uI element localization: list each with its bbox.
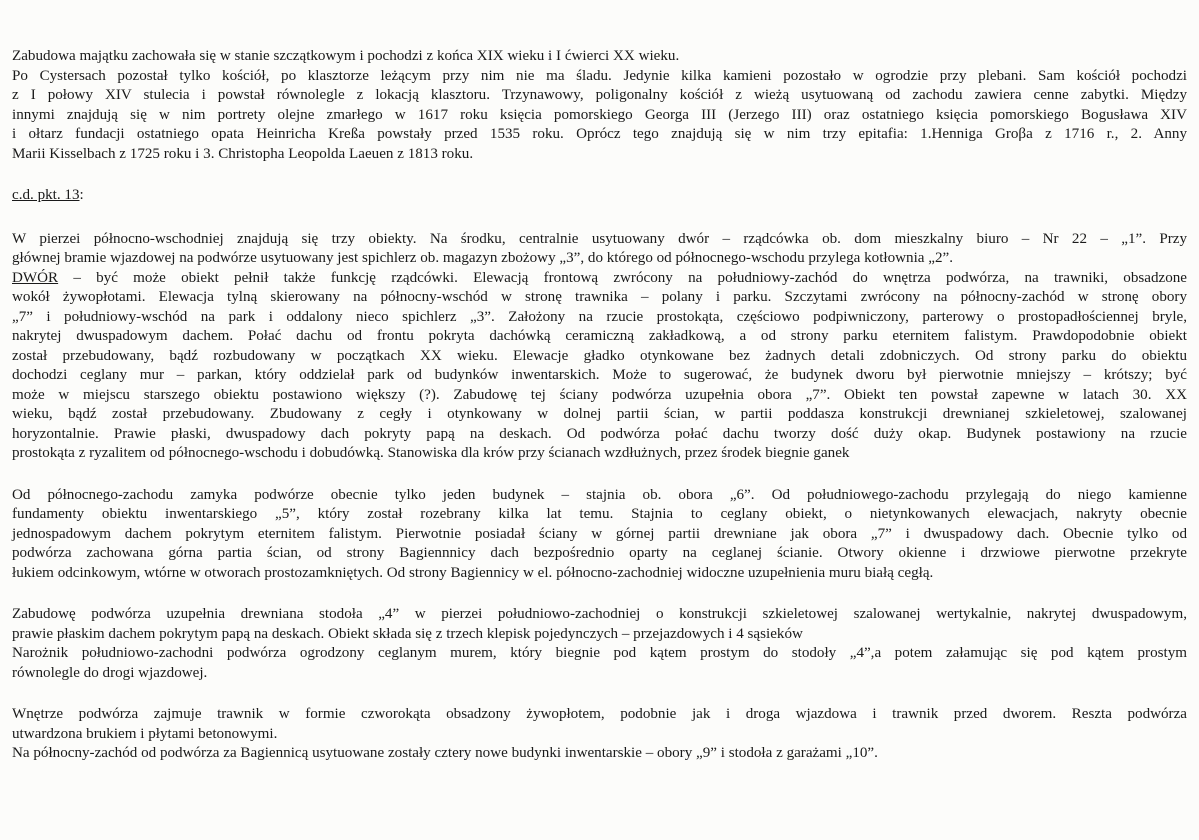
section-heading-label: c.d. pkt. 13 xyxy=(12,187,80,203)
paragraph-northeast xyxy=(12,230,1187,464)
text-line: Zabudowa majątku zachowała się w stanie szczątkowym i pochodzi z końca XIX wieku i I ćwierci XX wieku. xyxy=(12,48,680,64)
text-line: łukiem odcinkowym, wtórne w otworach prostozamkniętych. Od strony Bagiennicy w el. północno-zachodniej widoczne uzupełnienia muru białą cegłą. xyxy=(12,564,934,581)
section-heading-colon: : xyxy=(79,187,84,203)
text-line xyxy=(12,269,1187,289)
text-line: prostokąta z ryzalitem od północnego-wschodu i dobudówką. Stanowiska dla krów przy ścianach wzdłużnych, przez środek biegnie ganek xyxy=(12,445,850,461)
text-line: W pierzei północno-wschodniej znajdują się trzy obiekty. Na środku, centralnie usytuowany dwór – rządcówka ob. dom mieszkalny biuro – Nr 22 – „1”. Przy xyxy=(12,230,1187,247)
section-heading xyxy=(12,186,1187,206)
text-line: został przebudowany, bądź rozbudowany w początkach XX wieku. Elewacje gładko otynkowane bez żadnych detali zdobniczych. Od strony parku do obiektu xyxy=(12,347,1187,364)
text-line: prawie płaskim dachem pokrytym papą na deskach. Obiekt składa się z trzech klepisk pojedynczych – przejazdowych i 4 sąsieków xyxy=(12,625,803,642)
text-line: Od północnego-zachodu zamyka podwórze obecnie tylko jeden budynek – stajnia ob. obora „6”. Od południowego-zachodu przylegają do niego kamienne xyxy=(12,486,1187,503)
text-line: może w miejscu starszego obiektu postawiono większy (?). Zabudowę tej ściany podwórza uzupełnia obora „7”. Obiekt ten powstał zapewne w latach 30. XX xyxy=(12,386,1187,403)
text-line: Po Cystersach pozostał tylko kościół, po klasztorze leżącym przy nim nie ma śladu. Jedynie kilka kamieni pozostało w ogrodzie przy plebani. Sam kościół pochodzi xyxy=(12,67,1187,84)
text-line: podwórza zachowana górna partia ścian, od strony Bagiennnicy dach bezpośrednio oparty na ceglanej ścianie. Otwory okienne i drzwiowe pierwotne przekryte xyxy=(12,545,1187,561)
text-line: i ołtarz fundacji ostatniego opata Heinricha Kreßa powstały przed 1535 roku. Oprócz tego znajdują się w nim trzy epitafia: 1.Henniga Groβa z 1716 r., 2. Anny xyxy=(12,126,1187,142)
text-line: głównej bramie wjazdowej na podwórze usytuowany jest spichlerz ob. magazyn zbożowy „3”, do którego od północnego-wschodu przylega kotłownia „2”. xyxy=(12,250,953,266)
text-line: innymi znajdują się w nim portrety olejne zmarłego w 1617 roku księcia pomorskiego Georga III (Jerzego III) oraz ostatniego księcia pomorskiego Bogusława XIV xyxy=(12,106,1187,123)
dwor-text: – być może obiekt pełnił także funkcję rządcówki. Elewacją frontową zwrócony na południowy-zachód do wnętrza podwórza, na trawniki, obsadzone xyxy=(58,269,1187,286)
text-line: z I połowy XIV stulecia i powstał równolegle z lokacją klasztoru. Trzynawowy, poligonalny kościół z wieżą usytuowaną od zachodu zawiera cenne zabytki. Między xyxy=(12,87,1187,103)
text-line: jednospadowym dachem pokrytym eternitem falistym. Pierwotnie posiadał ściany w górnej partii drewniane jak obora „7” i dwuspadowy dach. Obecnie tylko od xyxy=(12,525,1187,542)
text-line: dochodzi ceglany mur – parkan, który oddzielał park od budynków inwentarskich. Może to sugerować, że budynek dworu był pierwotnie mniejszy – krótszy; być xyxy=(12,367,1187,383)
text-line: Narożnik południowo-zachodni podwórza ogrodzony ceglanym murem, który biegnie pod kątem prostym do stodoły „4”,a potem załamując się pod kątem prostym xyxy=(12,645,1187,661)
document-page xyxy=(12,47,1187,764)
paragraph-history xyxy=(12,47,1187,164)
paragraph-courtyard xyxy=(12,705,1187,764)
text-line: „7” i południowy-wschód na park i oddalony nieco spichlerz „3”. Założony na rzucie prostokąta, częściowo podpiwniczony, parterowy o prostopadłościennej bryle, xyxy=(12,308,1187,325)
text-line: horyzontalnie. Prawie płaski, dwuspadowy dach pokryty papą na deskach. Od podwórza połać dachu tworzy dość duży okap. Budynek postawiony na rzucie xyxy=(12,425,1187,442)
text-line: Marii Kisselbach z 1725 roku i 3. Christopha Leopolda Laeuen z 1813 roku. xyxy=(12,145,474,162)
text-line: równolegle do drogi wjazdowej. xyxy=(12,664,208,681)
text-line: wokół żywopłotami. Elewacja tylną skierowany na północny-wschód w stronę trawnika – polany i parku. Szczytami zwrócony na północny-zachód w stronę obory xyxy=(12,289,1187,305)
text-line: Wnętrze podwórza zajmuje trawnik w formie czworokąta obsadzony żywopłotem, podobnie jak i droga wjazdowa i trawnik przed dworem. Reszta podwórza xyxy=(12,706,1187,722)
paragraph-northwest xyxy=(12,486,1187,584)
paragraph-southwest xyxy=(12,605,1187,683)
text-line: nakrytej dwuspadowym dachem. Połać dachu od frontu pokryta dachówką ceramiczną zakładkową, a od strony parku eternitem falistym. Prawdopodobnie obiekt xyxy=(12,328,1187,344)
dwor-label: DWÓR xyxy=(12,269,59,286)
text-line: fundamenty obiektu inwentarskiego „5”, który został rozebrany kilka lat temu. Stajnia to ceglany obiekt, o nietynkowanych elewacjach, nakryty obecnie xyxy=(12,506,1187,522)
text-line: utwardzona brukiem i płytami betonowymi. xyxy=(12,725,278,742)
text-line: Na północny-zachód od podwórza za Bagiennicą usytuowane zostały cztery nowe budynki inwentarskie – obory „9” i stodoła z garażami „10”. xyxy=(12,745,878,761)
text-line: Zabudowę podwórza uzupełnia drewniana stodoła „4” w pierzei południowo-zachodniej o konstrukcji szkieletowej szalowanej wertykalnie, nakrytej dwuspadowym, xyxy=(12,606,1187,622)
text-line: wieku, bądź został przebudowany. Zbudowany z cegły i otynkowany w dolnej partii ścian, w partii poddasza konstrukcji drewnianej szkieletowej, szalowanej xyxy=(12,406,1187,422)
